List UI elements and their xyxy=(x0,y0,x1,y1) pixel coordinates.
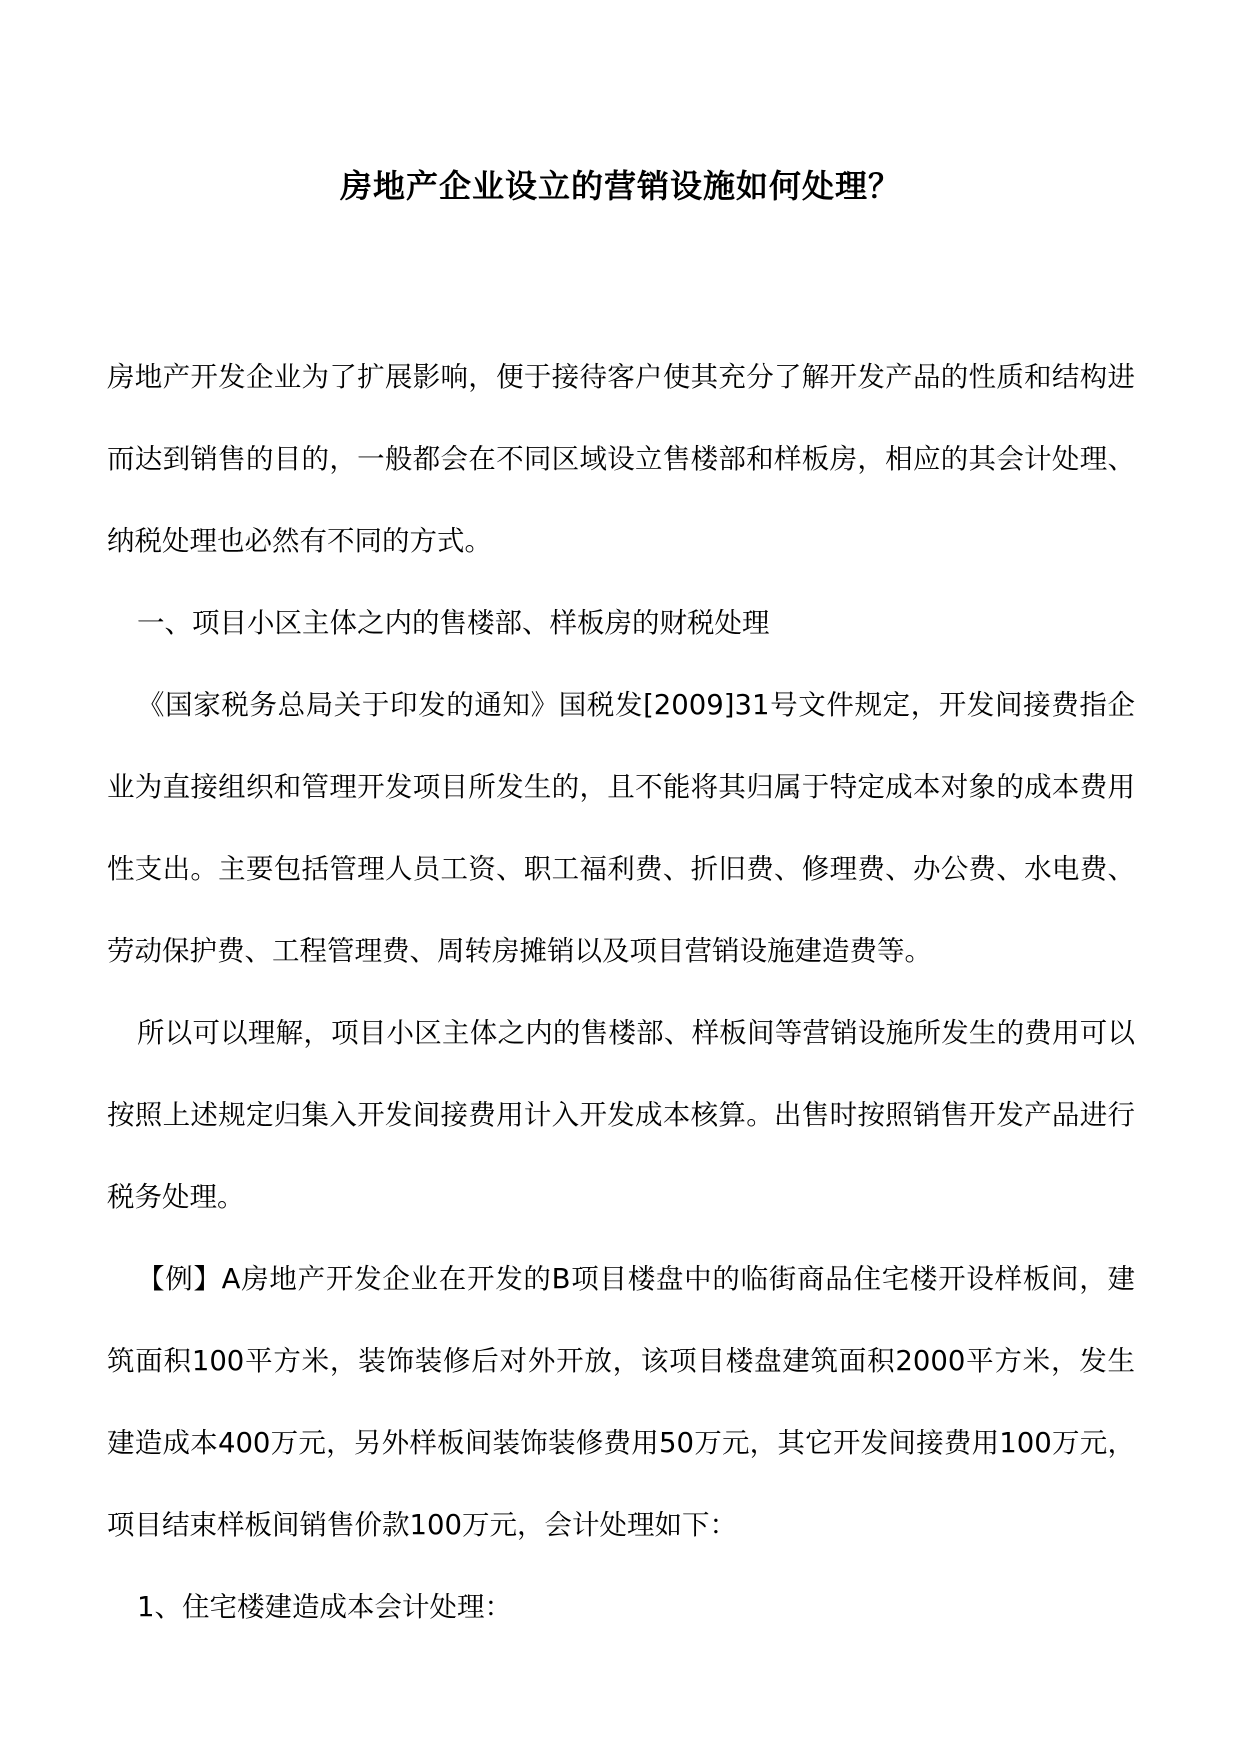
document-title: 房地产企业设立的营销设施如何处理？ xyxy=(339,167,901,205)
paragraph-example: 【例】A房地产开发企业在开发的B项目楼盘中的临街商品住宅楼开设样板间，建筑面积100平方米，装饰装修后对外开放，该项目楼盘建筑面积2000平方米，发生建造成本400万元，另外样板间装饰装修费用50万元，其它开发间接费用100万元，项目结束样板间销售价款100万元，会计处理如下： xyxy=(107,1263,1135,1541)
paragraph-intro: 房地产开发企业为了扩展影响，便于接待客户使其充分了解开发产品的性质和结构进而达到销售的目的，一般都会在不同区域设立售楼部和样板房，相应的其会计处理、纳税处理也必然有不同的方式。 xyxy=(107,361,1135,557)
paragraph-understanding: 所以可以理解，项目小区主体之内的售楼部、样板间等营销设施所发生的费用可以按照上述规定归集入开发间接费用计入开发成本核算。出售时按照销售开发产品进行税务处理。 xyxy=(107,1017,1135,1213)
section-heading-1: 一、项目小区主体之内的售楼部、样板房的财税处理 xyxy=(137,607,770,639)
document-body xyxy=(107,336,1135,1648)
paragraph-regulation: 《国家税务总局关于印发的通知》国税发[2009]31号文件规定，开发间接费指企业为直接组织和管理开发项目所发生的，且不能将其归属于特定成本对象的成本费用性支出。主要包括管理人员工资、职工福利费、折旧费、修理费、办公费、水电费、劳动保护费、工程管理费、周转房摊销以及项目营销设施建造费等。 xyxy=(107,689,1135,967)
subheading-step-1: 1、住宅楼建造成本会计处理： xyxy=(137,1591,512,1623)
